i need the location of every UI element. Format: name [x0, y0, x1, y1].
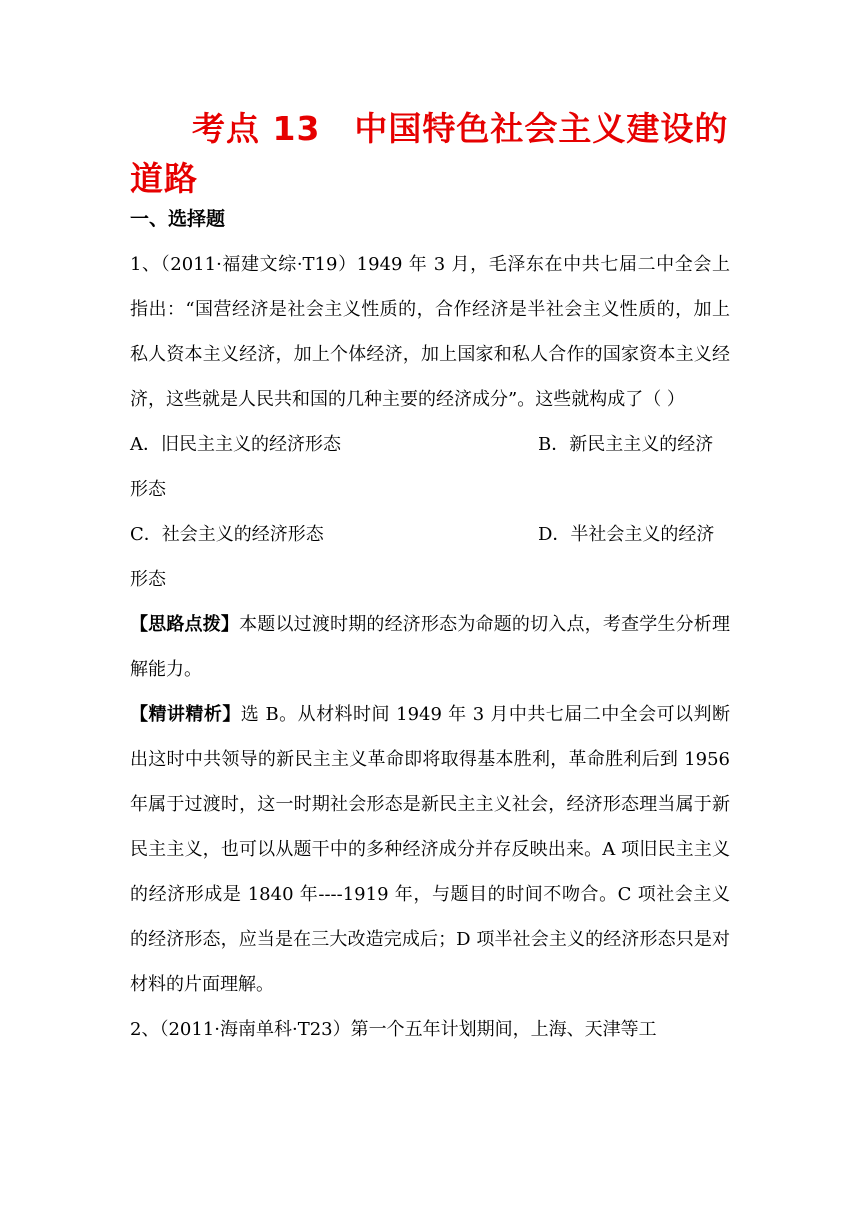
option-b-continuation: 形态: [130, 479, 166, 500]
section-heading: 一、选择题: [130, 208, 226, 230]
question-2-stem: 2、（2011·海南单科·T23）第一个五年计划期间，上海、天津等工: [130, 1019, 657, 1040]
hint-paragraph: [130, 602, 730, 692]
hint-text: 本题以过渡时期的经济形态为命题的切入点，考查学生分析理解能力。: [130, 614, 730, 680]
option-b: B．新民主主义的经济: [538, 434, 714, 455]
option-a: A．旧民主主义的经济形态: [130, 434, 341, 455]
page-title: 考点 13 中国特色社会主义建设的道路: [130, 109, 729, 198]
question-1-stem: 1、（2011·福建文综·T19）1949 年 3 月，毛泽东在中共七届二中全会上指出：“国营经济是社会主义性质的，合作经济是半社会主义性质的，加上私人资本主义经济，加上个体经济，加上国家和私人合作的国家资本主义经济，这些就是人民共和国的几种主要的经济成分”。这些就构成了（ ）: [130, 254, 730, 410]
hint-label: 【思路点拨】: [130, 614, 240, 635]
analysis-text: 选 B。从材料时间 1949 年 3 月中共七届二中全会可以判断出这时中共领导的新民主主义革命即将取得基本胜利，革命胜利后到 1956 年属于过渡时，这一时期社会形态是新民主主义社会，经济形态理当属于新民主主义，也可以从题干中的多种经济成分并存反映出来。A 项旧民主主义的经济形成是 1840 年----1919 年，与题目的时间不吻合。C 项社会主义的经济形态，应当是在三大改造完成后；D 项半社会主义的经济形态只是对材料的片面理解。: [130, 704, 730, 995]
document-body: [130, 242, 730, 1052]
option-c: C．社会主义的经济形态: [130, 524, 324, 545]
option-row-ab: [130, 422, 730, 467]
analysis-paragraph: [130, 692, 730, 1007]
option-d-continuation: 形态: [130, 569, 166, 590]
option-row-cd: [130, 512, 730, 557]
analysis-label: 【精讲精析】: [130, 704, 241, 725]
option-d: D．半社会主义的经济: [538, 524, 715, 545]
